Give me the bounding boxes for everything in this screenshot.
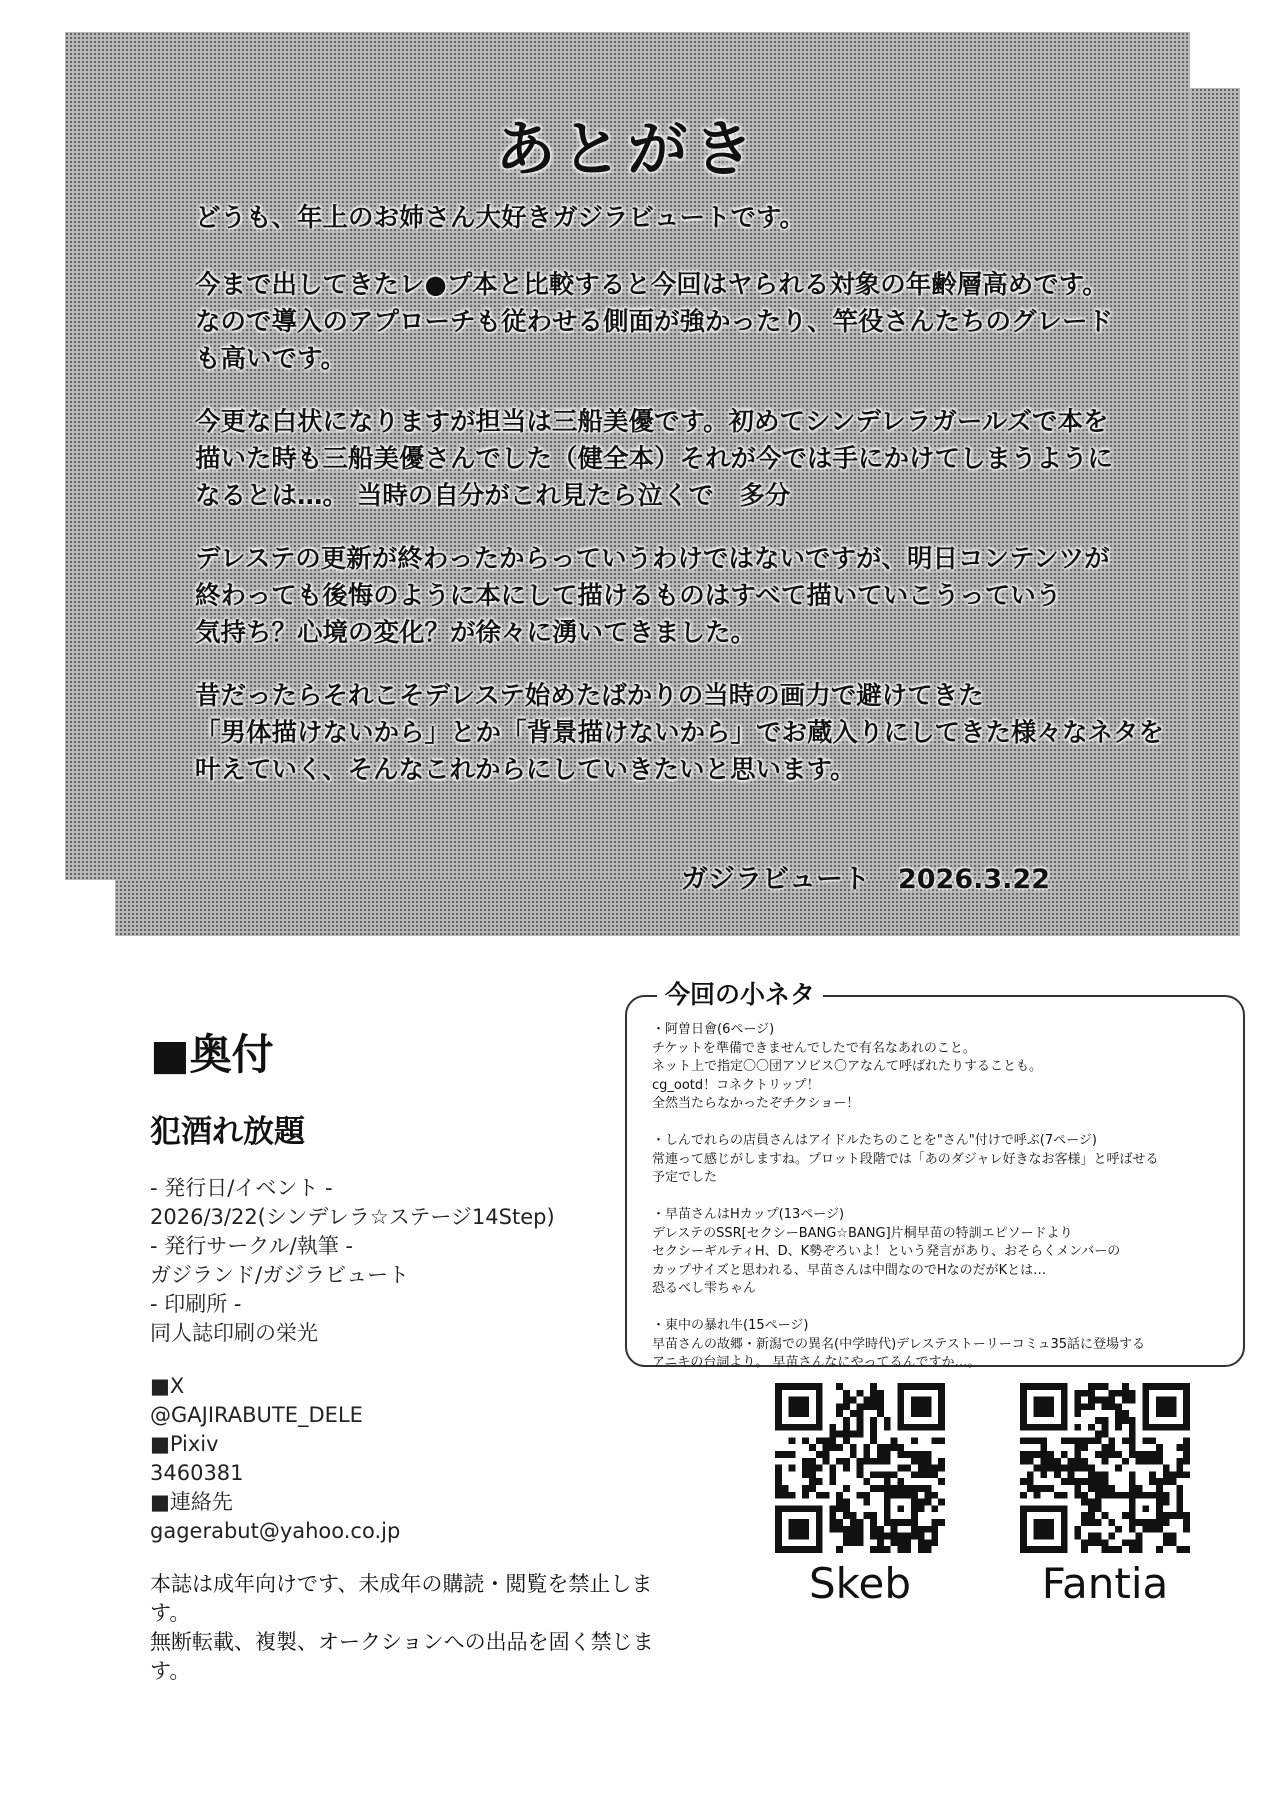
trivia-line: 常連って感じがしますね。プロット段階では「あのダジャレ好きなお客様」と呼ばせる xyxy=(652,1151,1159,1167)
contact-line: 3460381 xyxy=(150,1461,244,1485)
trivia-line: 全然当たらなかったぞチクショー！ xyxy=(652,1096,860,1111)
publication-info-line: - 発行サークル/執筆 - xyxy=(150,1234,353,1258)
trivia-item xyxy=(652,1317,1223,1373)
publication-info-line: - 発行日/イベント - xyxy=(150,1176,333,1200)
trivia-line: 恐るべし雫ちゃん xyxy=(652,1281,757,1296)
trivia-line: カップサイズと思われる、早苗さんは中間なのでHなのだがKとは… xyxy=(652,1262,1047,1278)
trivia-line: アニキの台詞より。 早苗さんなにやってるんですか…。 xyxy=(652,1355,981,1370)
contact-line: @GAJIRABUTE_DELE xyxy=(150,1403,363,1427)
qr-code-icon[interactable] xyxy=(775,1383,945,1553)
qr-code-icon[interactable] xyxy=(1020,1383,1190,1553)
trivia-item xyxy=(652,1132,1223,1188)
trivia-line: ・阿曽日會(6ページ) xyxy=(652,1022,775,1037)
trivia-item xyxy=(652,1021,1223,1114)
qr-label: Skeb xyxy=(809,1559,911,1608)
publication-info-line: ガジランド/ガジラビュート xyxy=(150,1263,410,1287)
trivia-line: ・東中の暴れ牛(15ページ) xyxy=(652,1318,809,1333)
contact-line: ■連絡先 xyxy=(150,1490,233,1514)
trivia-box xyxy=(625,980,1245,1370)
trivia-line: ・早苗さんはHカップ(13ページ) xyxy=(652,1207,845,1222)
qr-label: Fantia xyxy=(1041,1559,1169,1608)
notice-line: 本誌は成年向けです、未成年の購読・閲覧を禁止します。 xyxy=(150,1572,653,1625)
contact-line: gagerabut@yahoo.co.jp xyxy=(150,1519,401,1543)
publication-info-line: 同人誌印刷の栄光 xyxy=(150,1321,318,1345)
trivia-title: 今回の小ネタ xyxy=(657,977,823,1013)
trivia-line: ネット上で指定〇〇団アソビス〇アなんて呼ばれたりすることも。 xyxy=(652,1059,1043,1074)
trivia-line: セクシーギルティH、D、K勢ぞろいよ！という発言があり、おそらくメンバーの xyxy=(652,1244,1121,1259)
afterword-signature xyxy=(681,857,1050,896)
colophon xyxy=(150,1030,690,1686)
book-title: 犯酒れ放題 xyxy=(150,1114,305,1150)
afterword-paragraph-2: 今まで出してきたレ●プ本と比較すると今回はヤられる対象の年齢層高めです。 なので導入のアプローチも従わせる側面が強かったり、竿役さんたちのグレード も高いです。 xyxy=(195,270,1114,374)
publication-info-line: - 印刷所 - xyxy=(150,1292,242,1316)
afterword-paragraph-4: デレステの更新が終わったからっていうわけではないですが、明日コンテンツが 終わっても後悔のように本にして描けるものはすべて描いていこうっていう 気持ち？心境の変化？が徐々に湧いてきました。 xyxy=(195,544,1110,648)
fantia-qr[interactable] xyxy=(1020,1383,1190,1611)
signature-date: 2026.3.22 xyxy=(897,864,1050,895)
trivia-line: デレステのSSR[セクシーBANG☆BANG]片桐早苗の特訓エピソードより xyxy=(652,1225,1073,1241)
afterword-paragraph-5: 昔だったらそれこそデレステ始めたばかりの当時の画力で避けてきた 「男体描けないから」とか「背景描けないから」でお蔵入りにしてきた様々なネタを 叶えていく、そんなこれからにしていきたいと思います。 xyxy=(195,681,1165,785)
afterword-box xyxy=(65,32,1190,895)
trivia-line: cg_ootd！コネクトリップ！ xyxy=(652,1077,820,1093)
afterword-paragraph-1: どうも、年上のお姉さん大好きガジラビュートです。 xyxy=(195,203,805,233)
notice-line: 無断転載、複製、オークションへの出品を固く禁じます。 xyxy=(150,1630,654,1683)
afterword-title: あとがき xyxy=(495,115,760,185)
afterword-paragraph-3: 今更な白状になりますが担当は三船美優です。初めてシンデレラガールズで本を 描いた時も三船美優さんでした（健全本）それが今では手にかけてしまうように なるとは…。 当時の自分がこれ見たら泣くで 多分 xyxy=(195,407,1114,511)
signature-name: ガジラビュート xyxy=(680,864,870,895)
trivia-content xyxy=(652,1021,1223,1391)
contact-line: ■Pixiv xyxy=(150,1432,219,1456)
trivia-line: 予定でした xyxy=(652,1170,718,1185)
trivia-line: ・しんでれらの店員さんはアイドルたちのことを"さん"付けで呼ぶ(7ページ) xyxy=(652,1133,1097,1148)
trivia-line: 早苗さんの故郷・新潟での異名(中学時代)デレステストーリーコミュ35話に登場する xyxy=(652,1336,1145,1352)
contact-line: ■X xyxy=(150,1374,185,1398)
trivia-line: チケットを準備できませんでしたで有名なあれのこと。 xyxy=(652,1040,976,1056)
skeb-qr[interactable] xyxy=(775,1383,945,1611)
publication-info xyxy=(150,1174,690,1686)
colophon-heading: ■奥付 xyxy=(150,1030,274,1079)
publication-info-line: 2026/3/22(シンデレラ☆ステージ14Step) xyxy=(150,1205,555,1229)
trivia-item xyxy=(652,1206,1223,1299)
